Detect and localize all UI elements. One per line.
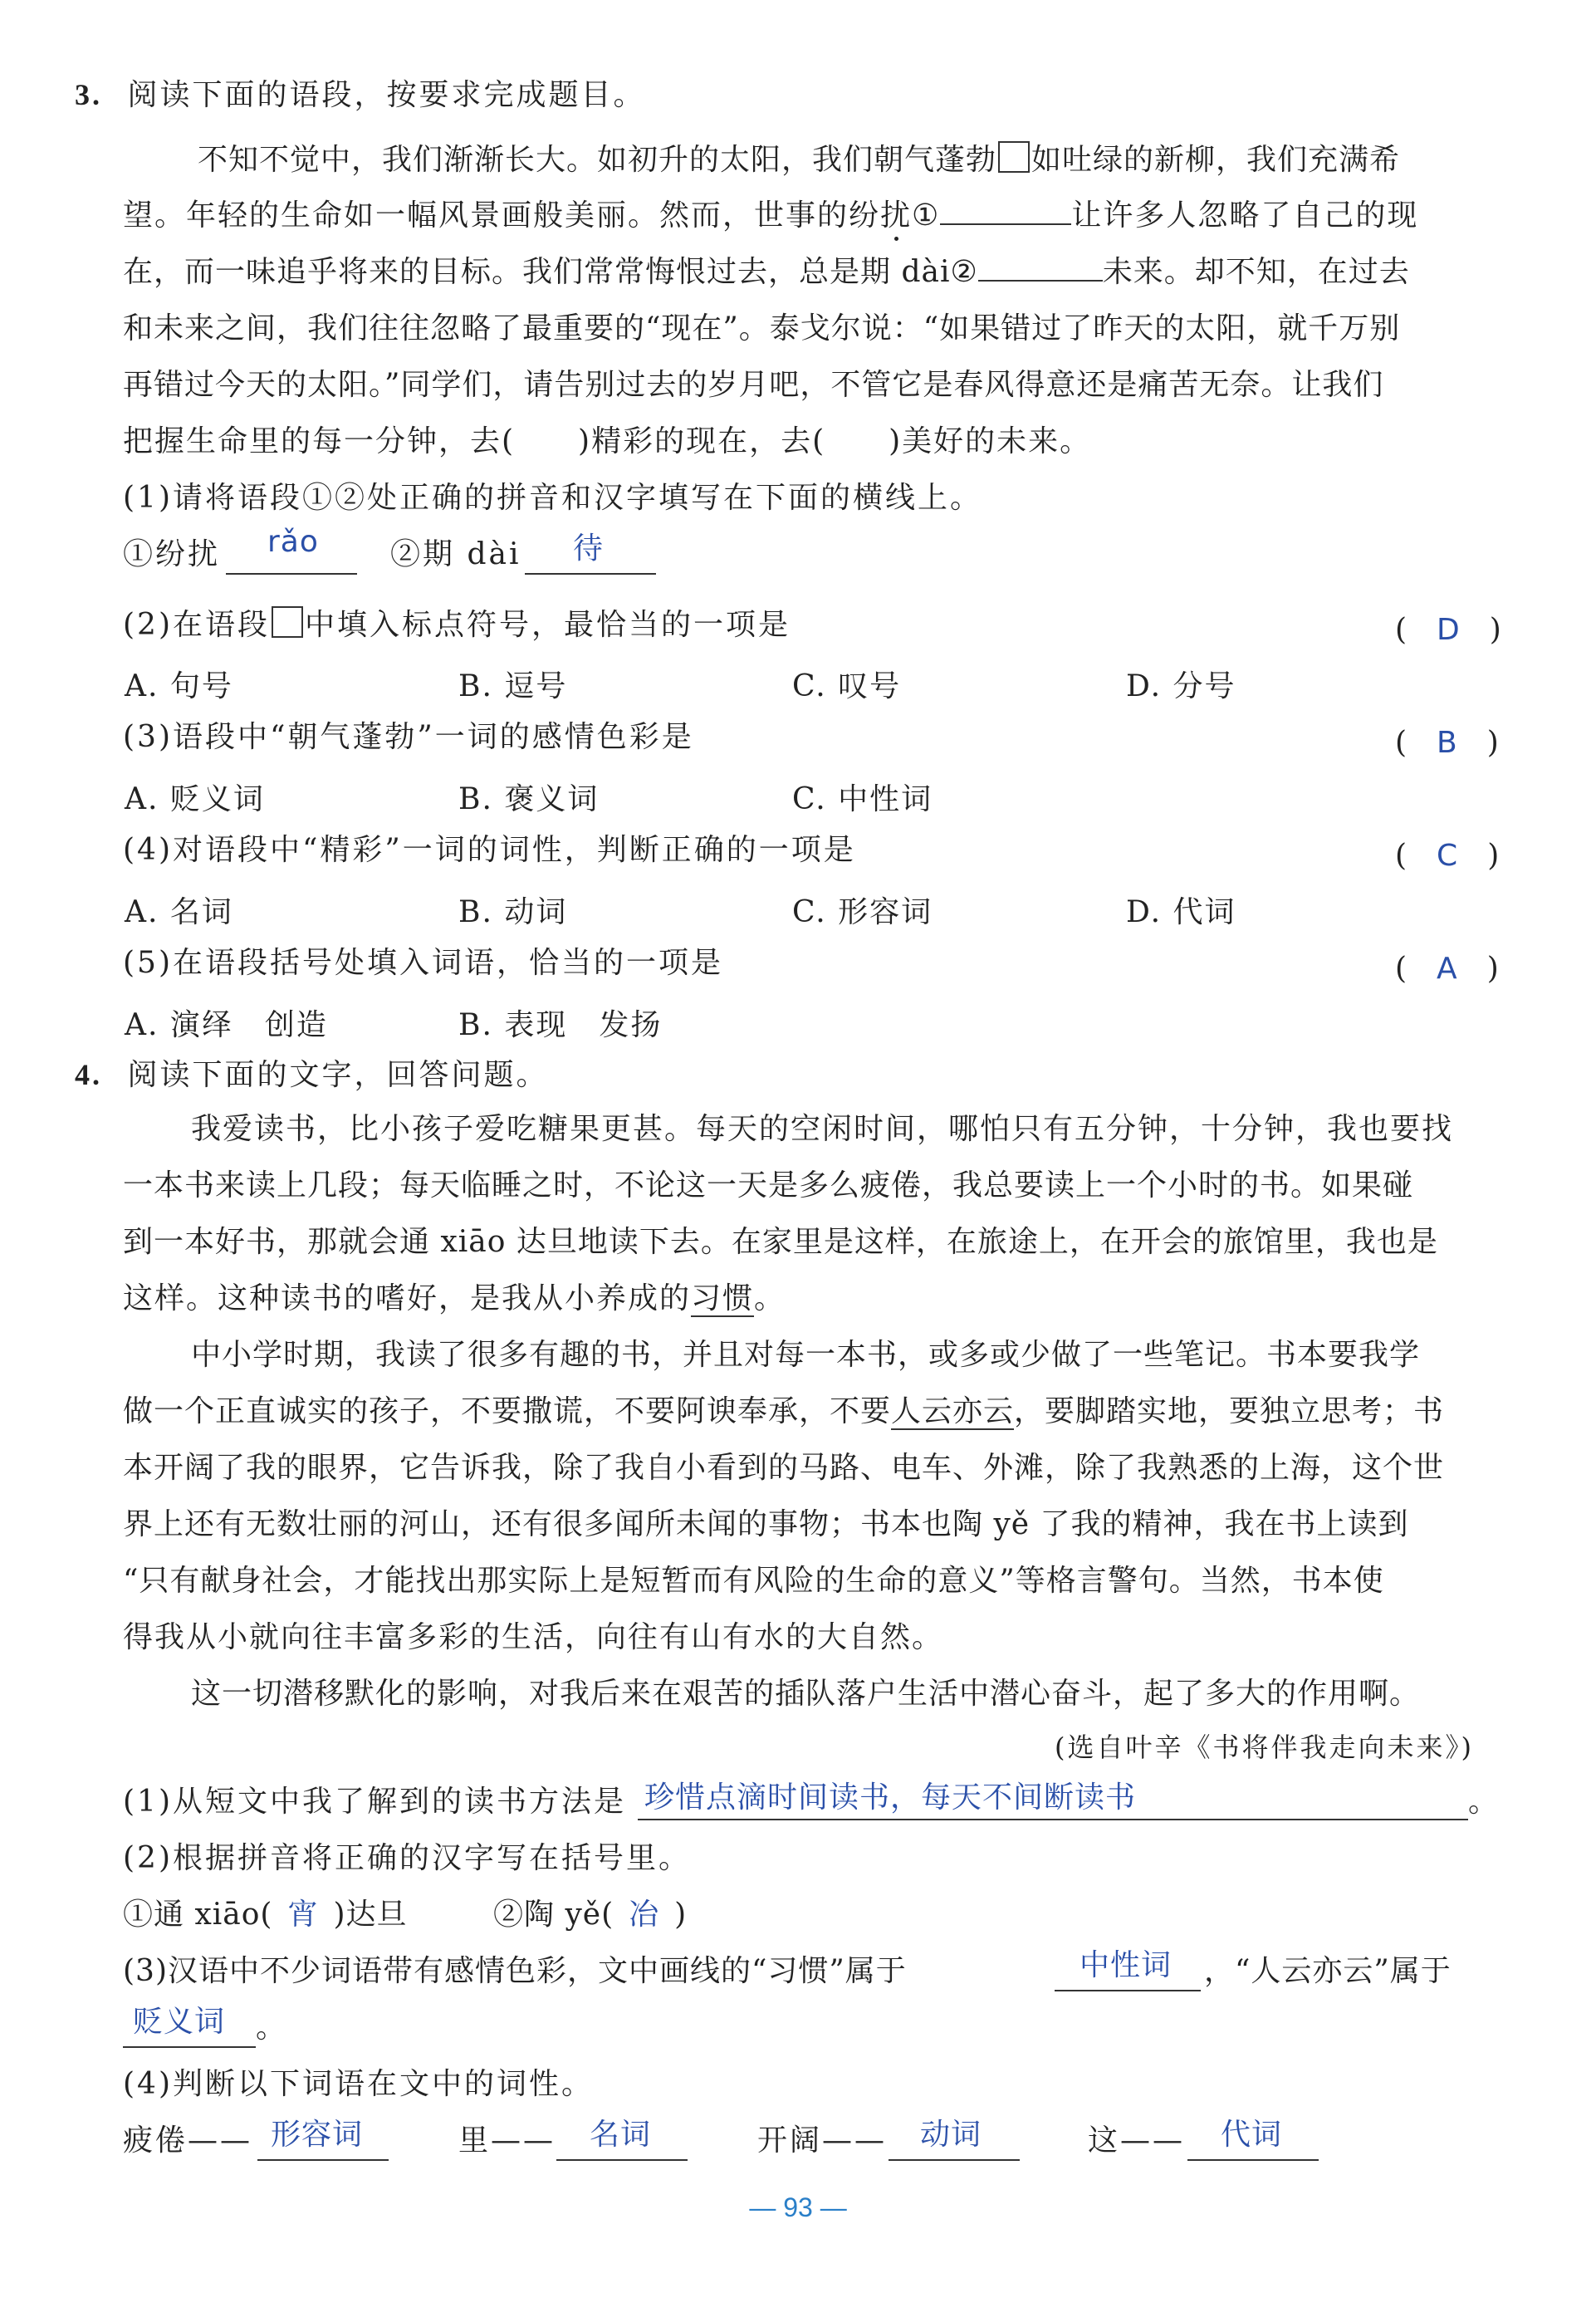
q4-p2-line-1: 中小学时期，我读了很多有趣的书，并且对每一本书，或多或少做了一些笔记。书本要我学 [191, 1338, 1421, 1372]
q4-title: 阅读下面的文字，回答问题。 [127, 1058, 549, 1092]
handwritten-answer: rǎo [267, 525, 319, 559]
handwritten-answer: 宵 [287, 1898, 319, 1932]
option: B. 动词 [458, 895, 568, 929]
q3-sub3-stem: (3)语段中“朝气蓬勃”一词的感情色彩是 [123, 720, 694, 754]
underlined-word: 人云亦云 [891, 1394, 1015, 1428]
option: C. 中性词 [792, 782, 933, 816]
handwritten-answer: C [1437, 839, 1458, 873]
handwritten-answer: A [1437, 952, 1457, 986]
sentence-end: 。 [256, 2011, 289, 2045]
punctuation-blank-box [272, 606, 303, 638]
option: A. 贬义词 [125, 782, 265, 816]
answer-bracket: ( A ) [1395, 952, 1499, 986]
handwritten-answer: 冶 [629, 1898, 660, 1932]
term-word: 疲倦—— [123, 2123, 253, 2158]
option: D. 分号 [1126, 669, 1236, 703]
option: B. 褒义词 [458, 782, 600, 816]
q4-p2-line-2: 做一个正直诚实的孩子，不要撒谎，不要阿谀奉承，不要人云亦云，要脚踏实地，要独立思考；书 [123, 1394, 1445, 1428]
answer-line [257, 2159, 389, 2161]
q4-sub2-stem: (2)根据拼音将正确的汉字写在括号里。 [123, 1841, 691, 1875]
answer-line [1187, 2159, 1319, 2161]
q3-para-line-6: 把握生命里的每一分钟，去( )精彩的现在，去( )美好的未来。 [123, 424, 1092, 458]
answer-bracket: ( C ) [1395, 839, 1500, 873]
answer-line [556, 2159, 688, 2161]
option: A. 演绎 创造 [125, 1008, 328, 1042]
q4-p2-line-4: 界上还有无数壮丽的河山，还有很多闻所未闻的事物；书本也陶 yě 了我的精神，我在书上读到 [123, 1507, 1409, 1541]
option: A. 名词 [125, 895, 233, 929]
answer-line [525, 573, 656, 575]
q3-para-line-3: 在，而一味追乎将来的目标。我们常常悔恨过去，总是期 dài② 未来。却不知，在过去 [123, 255, 1410, 289]
q3-sub1-stem: (1)请将语段①②处正确的拼音和汉字填写在下面的横线上。 [123, 481, 982, 515]
option: C. 叹号 [792, 669, 902, 703]
q4-sub3-stem-b: ，“人云亦云”属于 [1204, 1954, 1452, 1988]
handwritten-answer: 中性词 [1080, 1948, 1173, 1982]
answer-line [226, 573, 357, 575]
handwritten-answer: D [1437, 613, 1460, 647]
answer-line [123, 2046, 256, 2048]
q4-number: 4. [75, 1058, 102, 1091]
q4-p2-line-5: “只有献身社会，才能找出那实际上是短暂而有风险的生命的意义”等格言警句。当然，书本使 [123, 1564, 1384, 1598]
underlined-word: 习惯 [691, 1281, 755, 1315]
q4-sub2-item2: ②陶 yě( 冶 ) [493, 1898, 688, 1932]
punctuation-blank-box [998, 141, 1030, 173]
term-word: 开阔—— [757, 2123, 888, 2158]
q3-number: 3. [75, 78, 102, 111]
handwritten-answer: 待 [573, 531, 605, 566]
answer-line [1055, 1990, 1201, 1991]
q4-sub3-stem-a: (3)汉语中不少词语带有感情色彩，文中画线的“习惯”属于 [123, 1954, 907, 1988]
q4-sub2-item1: ①通 xiāo( 宵 )达旦 [123, 1898, 408, 1932]
sentence-end: 。 [1468, 1785, 1501, 1819]
q4-p2-line-6: 得我从小就向往丰富多彩的生活，向往有山有水的大自然。 [123, 1620, 944, 1654]
q3-para-line-4: 和未来之间，我们往往忽略了最重要的“现在”。泰戈尔说：“如果错过了昨天的太阳，就千万别 [123, 311, 1401, 345]
option: B. 表现 发扬 [458, 1008, 663, 1042]
answer-line [889, 2159, 1020, 2161]
q3-para-line-2: 望。年轻的生命如一幅风景画般美丽。然而，世事的纷扰① 让许多人忽略了自己的现 [123, 198, 1419, 233]
q3-sub2-stem: (2)在语段 中填入标点符号，最恰当的一项是 [123, 608, 791, 642]
handwritten-answer: 形容词 [271, 2118, 364, 2152]
q4-p1-line-3: 到一本好书，那就会通 xiāo 达旦地读下去。在家里是这样，在旅途上，在开会的旅馆里，我也是 [123, 1225, 1438, 1259]
answer-bracket: ( D ) [1395, 613, 1501, 647]
q3-sub1-item1-prefix: ①纷扰 [123, 537, 221, 571]
q4-p1-line-2: 一本书来读上几段；每天临睡之时，不论这一天是多么疲倦，我总要读上一个小时的书。如果碰 [123, 1168, 1414, 1203]
option: C. 形容词 [792, 895, 933, 929]
answer-bracket: ( B ) [1395, 726, 1499, 760]
q3-para-line-5: 再错过今天的太阳。”同学们，请告别过去的岁月吧，不管它是春风得意还是痛苦无奈。让我们 [123, 368, 1384, 402]
option: B. 逗号 [458, 669, 568, 703]
blank-2-line [978, 255, 1103, 282]
q3-sub4-stem: (4)对语段中“精彩”一词的词性，判断正确的一项是 [123, 833, 856, 867]
handwritten-answer: 珍惜点滴时间读书，每天不间断读书 [644, 1781, 1137, 1815]
q4-p1-line-1: 我爱读书，比小孩子爱吃糖果更甚。每天的空闲时间，哪怕只有五分钟，十分钟，我也要找 [191, 1112, 1454, 1146]
term-word: 这—— [1088, 2123, 1186, 2158]
page-number: — 93 — [749, 2192, 847, 2222]
q3-sub1-item2-prefix: ②期 dài [390, 537, 521, 571]
q3-heading [75, 76, 645, 114]
option: D. 代词 [1126, 895, 1236, 929]
q4-p2-line-3: 本开阔了我的眼界，它告诉我，除了我自小看到的马路、电车、外滩，除了我熟悉的上海，这个世 [123, 1451, 1445, 1485]
q4-p3: 这一切潜移默化的影响，对我后来在艰苦的插队落户生活中潜心奋斗，起了多大的作用啊。 [191, 1677, 1421, 1711]
q4-heading [75, 1056, 548, 1094]
q3-title: 阅读下面的语段，按要求完成题目。 [127, 78, 646, 112]
handwritten-answer: 名词 [590, 2118, 652, 2152]
q3-sub5-stem: (5)在语段括号处填入词语，恰当的一项是 [123, 946, 723, 980]
term-word: 里—— [458, 2123, 556, 2158]
q4-sub4-stem: (4)判断以下词语在文中的词性。 [123, 2067, 594, 2101]
option: A. 句号 [125, 669, 233, 703]
handwritten-answer: 贬义词 [133, 2005, 226, 2039]
blank-1-line [940, 198, 1071, 225]
q4-sub1-stem: (1)从短文中我了解到的读书方法是 [123, 1785, 626, 1819]
handwritten-answer: B [1437, 726, 1457, 760]
q4-p1-line-4: 这样。这种读书的嗜好，是我从小养成的习惯。 [123, 1281, 786, 1315]
handwritten-answer: 动词 [920, 2118, 982, 2152]
source-citation: (选自叶辛《书将伴我走向未来》) [1055, 1732, 1474, 1763]
answer-line [638, 1819, 1468, 1820]
q3-para-line-1: 不知不觉中，我们渐渐长大。如初升的太阳，我们朝气蓬勃 如吐绿的新柳，我们充满希 [198, 143, 1401, 177]
handwritten-answer: 代词 [1221, 2118, 1283, 2152]
